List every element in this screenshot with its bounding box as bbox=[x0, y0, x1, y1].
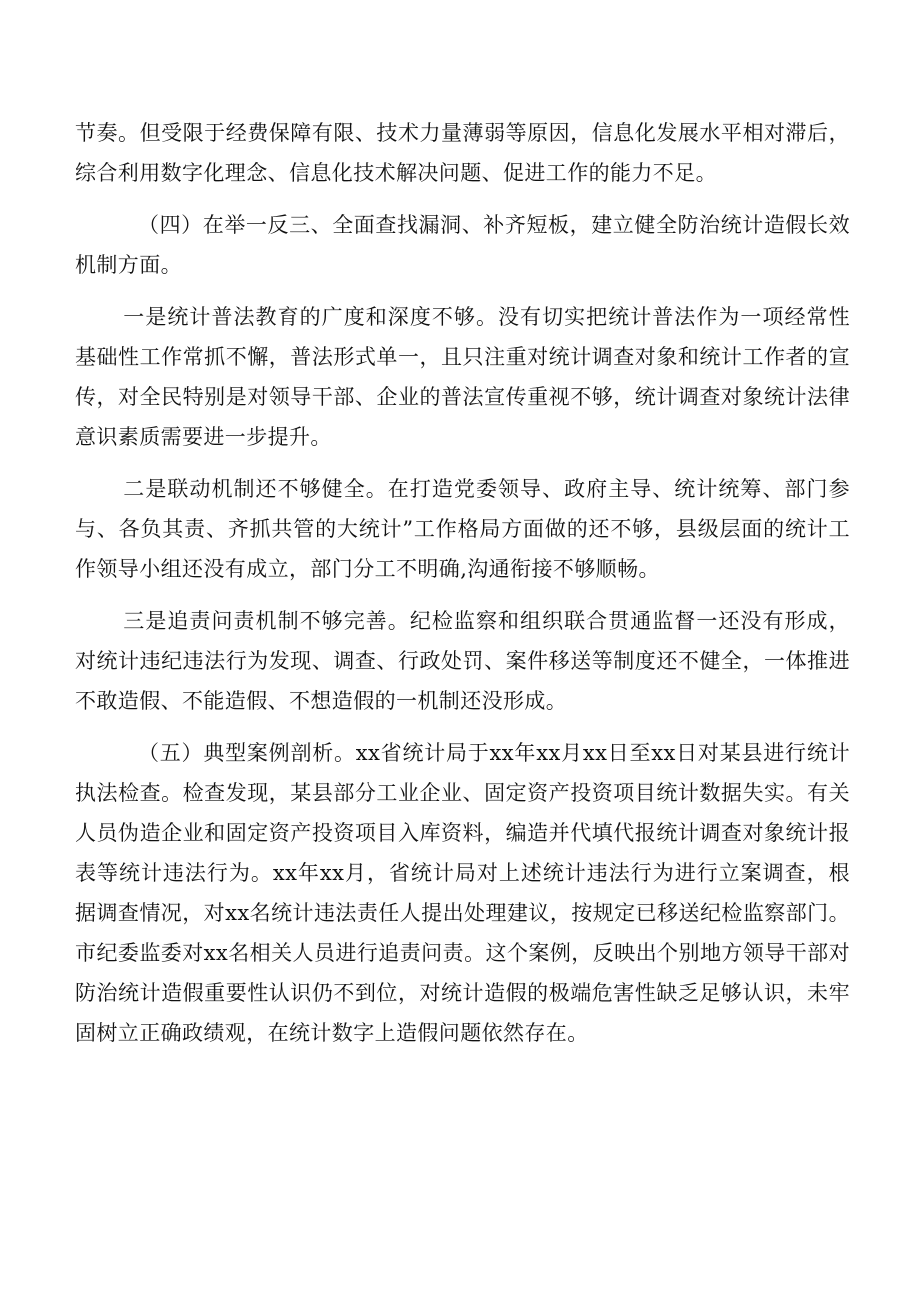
section-heading-4: （四）在举一反三、全面查找漏洞、补齐短板，建立健全防治统计造假长效机制方面。 bbox=[75, 213, 850, 277]
paragraph-point-three: 三是追责问责机制不够完善。纪检监察和组织联合贯通监督一还没有形成，对统计违纪违法行为发现、调查、行政处罚、案件移送等制度还不健全，一体推进不敢造假、不能造假、不想造假的一机制还没形成。 bbox=[75, 609, 850, 713]
paragraph-point-two: 二是联动机制还不够健全。在打造党委领导、政府主导、统计统筹、部门参与、各负其责、齐抓共管的大统计”工作格局方面做的还不够，县级层面的统计工作领导小组还没有成立，部门分工不明确,沟通衔接不够顺畅。 bbox=[75, 477, 850, 581]
paragraph-continued: 节奏。但受限于经费保障有限、技术力量薄弱等原因，信息化发展水平相对滞后，综合利用数字化理念、信息化技术解决问题、促进工作的能力不足。 bbox=[75, 121, 850, 185]
section-heading-5-case: （五）典型案例剖析。xx省统计局于xx年xx月xx日至xx日对某县进行统计执法检查。检查发现，某县部分工业企业、固定资产投资项目统计数据失实。有关人员伪造企业和固定资产投资项目入库资料，编造并代填代报统计调查对象统计报表等统计违法行为。xx年xx月，省统计局对上述统计违法行为进行立案调查，根据调查情况，对xx名统计违法责任人提出处理建议，按规定已移送纪检监察部门。市纪委监委对xx名相关人员进行追责问责。这个案例，反映出个别地方领导干部对防治统计造假重要性认识仍不到位，对统计造假的极端危害性缺乏足够认识，未牢固树立正确政绩观，在统计数字上造假问题依然存在。 bbox=[75, 741, 850, 1045]
paragraph-point-one: 一是统计普法教育的广度和深度不够。没有切实把统计普法作为一项经常性基础性工作常抓不懈，普法形式单一，且只注重对统计调查对象和统计工作者的宣传，对全民特别是对领导干部、企业的普法宣传重视不够，统计调查对象统计法律意识素质需要进一步提升。 bbox=[75, 305, 850, 449]
